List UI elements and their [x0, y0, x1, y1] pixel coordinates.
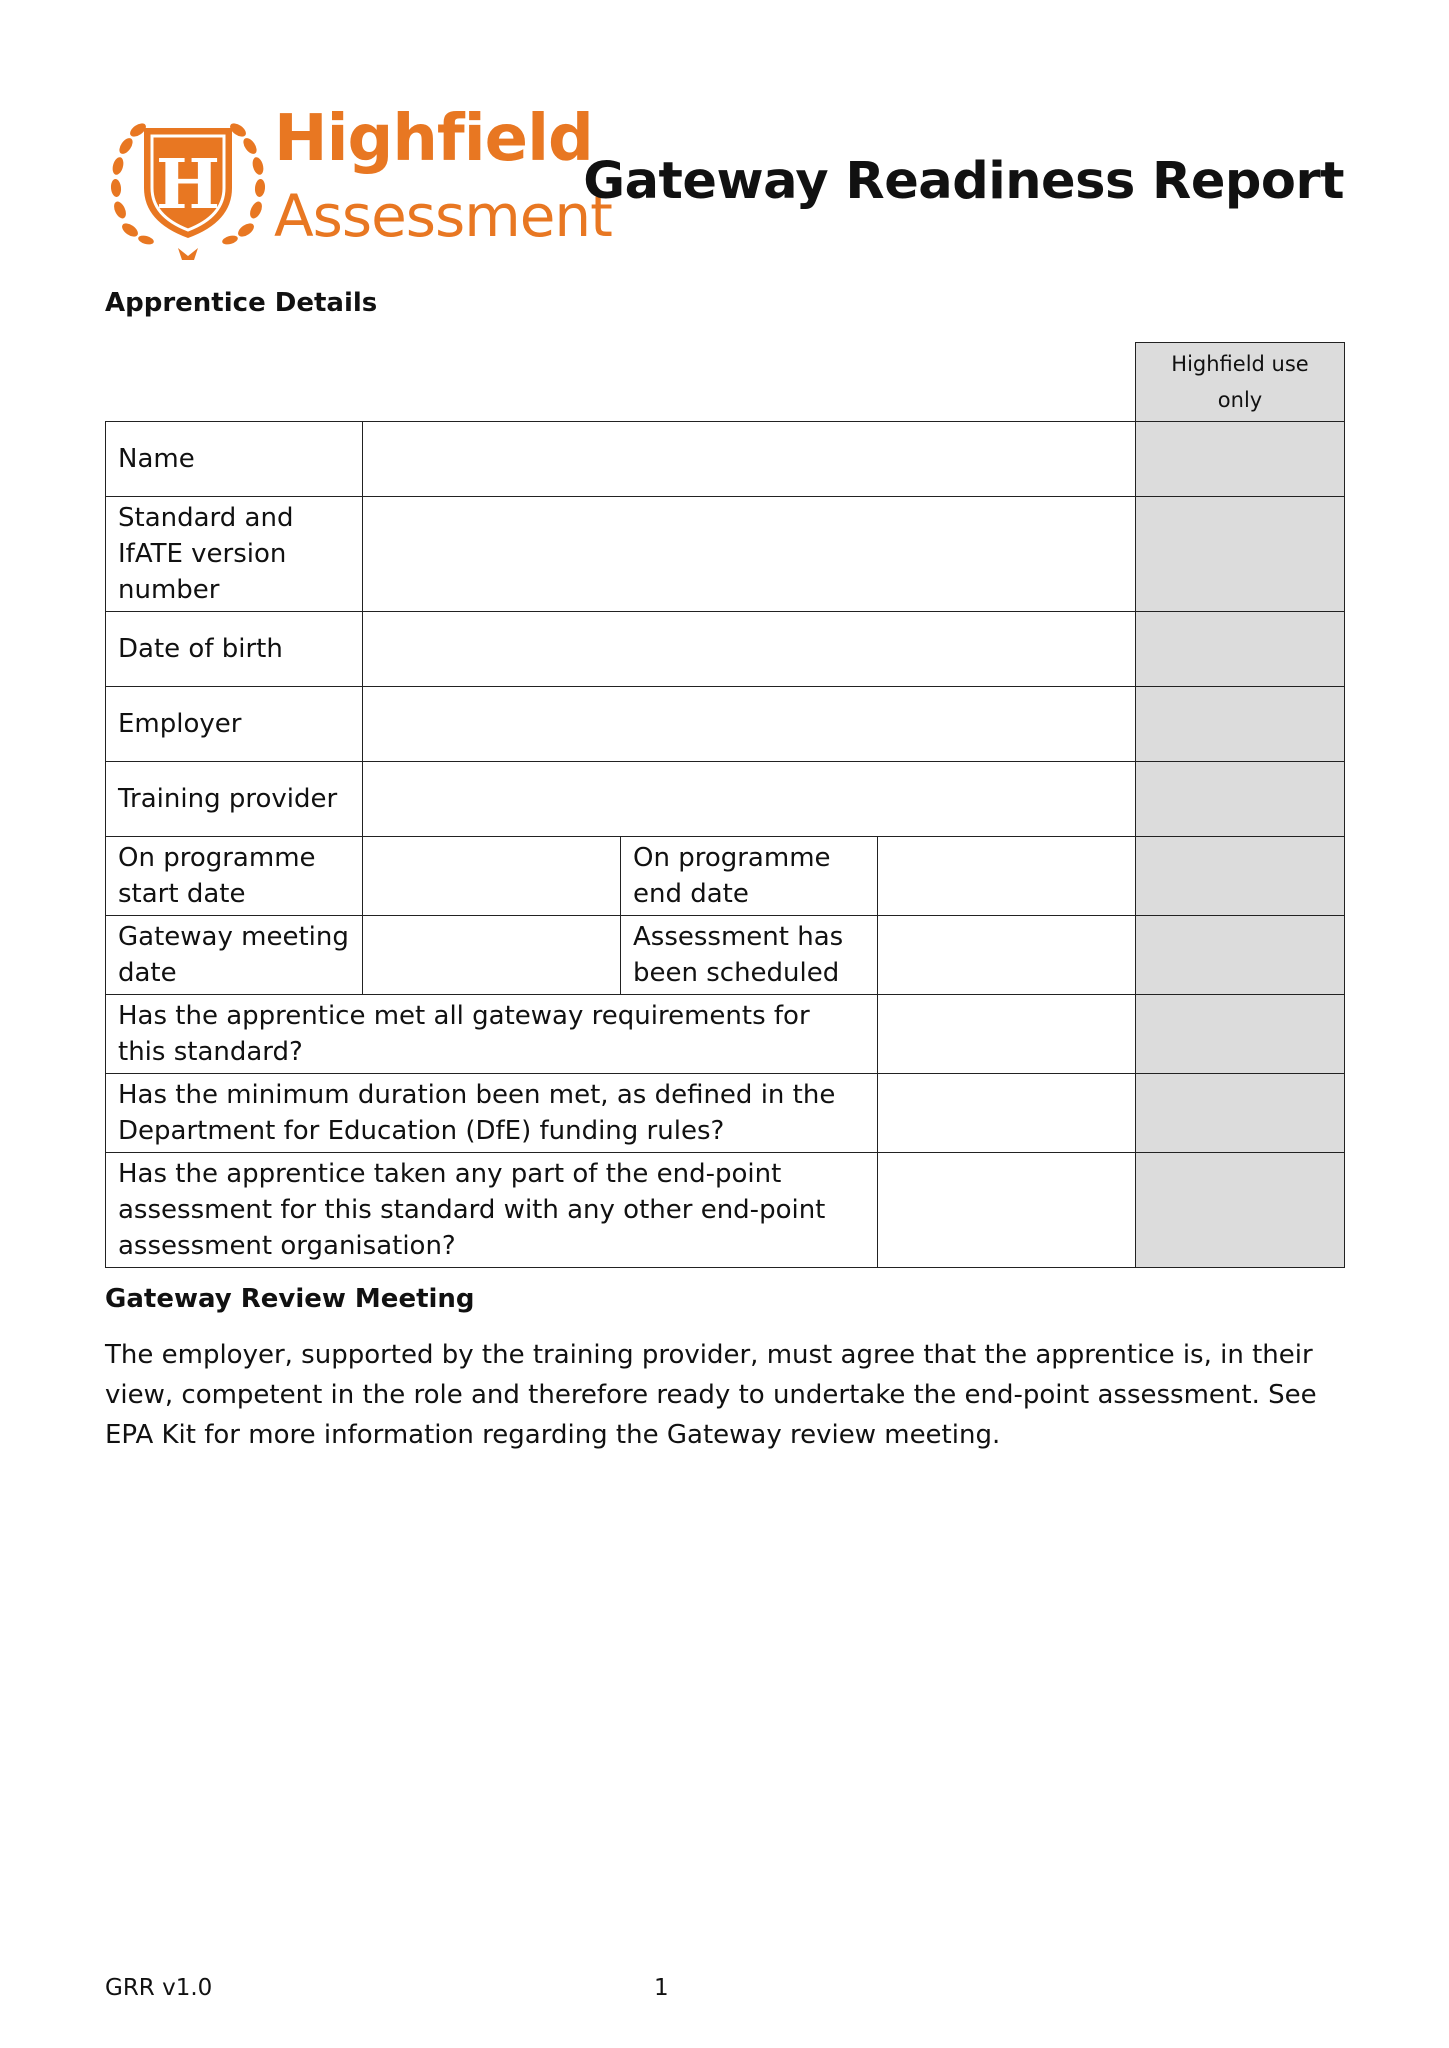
highfield-use-only-header: Highfield use only	[1136, 343, 1345, 422]
gateway-review-paragraph: The employer, supported by the training provider, must agree that the apprentice is, in their view, competent in the role and therefore ready to undertake the end-point assessment. See EPA Kit for more information regarding the Gateway review meeting.	[105, 1340, 1317, 1450]
training-provider-field[interactable]	[363, 762, 1136, 837]
gateway-requirements-question: Has the apprentice met all gateway requirements for this standard?	[106, 995, 878, 1074]
assessment-scheduled-label: Assessment has been scheduled	[621, 916, 878, 995]
employer-label: Employer	[106, 687, 363, 762]
name-field[interactable]	[363, 422, 1136, 497]
dob-label: Date of birth	[106, 612, 363, 687]
logo-wordmark-highfield: Highfield	[274, 102, 593, 176]
other-epao-answer[interactable]	[878, 1153, 1136, 1268]
training-provider-label: Training provider	[106, 762, 363, 837]
end-date-field[interactable]	[878, 837, 1136, 916]
apprentice-details-heading: Apprentice Details	[105, 288, 378, 318]
meeting-highfield-cell	[1136, 916, 1345, 995]
svg-text:H: H	[155, 145, 221, 225]
other-epao-highfield-cell	[1136, 1153, 1345, 1268]
gateway-meeting-date-field[interactable]	[363, 916, 621, 995]
standard-highfield-cell	[1136, 497, 1345, 612]
footer-version: GRR v1.0	[105, 1975, 213, 2001]
laurel-shield-icon	[108, 110, 268, 260]
employer-field[interactable]	[363, 687, 1136, 762]
minimum-duration-answer[interactable]	[878, 1074, 1136, 1153]
requirements-highfield-cell	[1136, 995, 1345, 1074]
name-label: Name	[106, 422, 363, 497]
minimum-duration-question: Has the minimum duration been met, as defined in the Department for Education (DfE) funding rules?	[106, 1074, 878, 1153]
standard-label: Standard and IfATE version number	[106, 497, 363, 612]
employer-highfield-cell	[1136, 687, 1345, 762]
page-title: Gateway Readiness Report	[583, 152, 1344, 211]
start-date-field[interactable]	[363, 837, 621, 916]
logo-wordmark-assessment: Assessment	[274, 182, 612, 250]
standard-field[interactable]	[363, 497, 1136, 612]
name-highfield-cell	[1136, 422, 1345, 497]
other-epao-question: Has the apprentice taken any part of the end-point assessment for this standard with any other end-point assessment organisation?	[106, 1153, 878, 1268]
gateway-review-heading: Gateway Review Meeting	[105, 1284, 475, 1314]
apprentice-details-table	[105, 342, 1345, 1268]
assessment-scheduled-field[interactable]	[878, 916, 1136, 995]
highfield-logo	[108, 102, 612, 260]
dob-field[interactable]	[363, 612, 1136, 687]
end-date-label: On programme end date	[621, 837, 878, 916]
dob-highfield-cell	[1136, 612, 1345, 687]
page-number: 1	[654, 1975, 669, 2001]
gateway-requirements-answer[interactable]	[878, 995, 1136, 1074]
start-date-label: On programme start date	[106, 837, 363, 916]
dates-highfield-cell	[1136, 837, 1345, 916]
training-provider-highfield-cell	[1136, 762, 1345, 837]
duration-highfield-cell	[1136, 1074, 1345, 1153]
gateway-meeting-date-label: Gateway meeting date	[106, 916, 363, 995]
